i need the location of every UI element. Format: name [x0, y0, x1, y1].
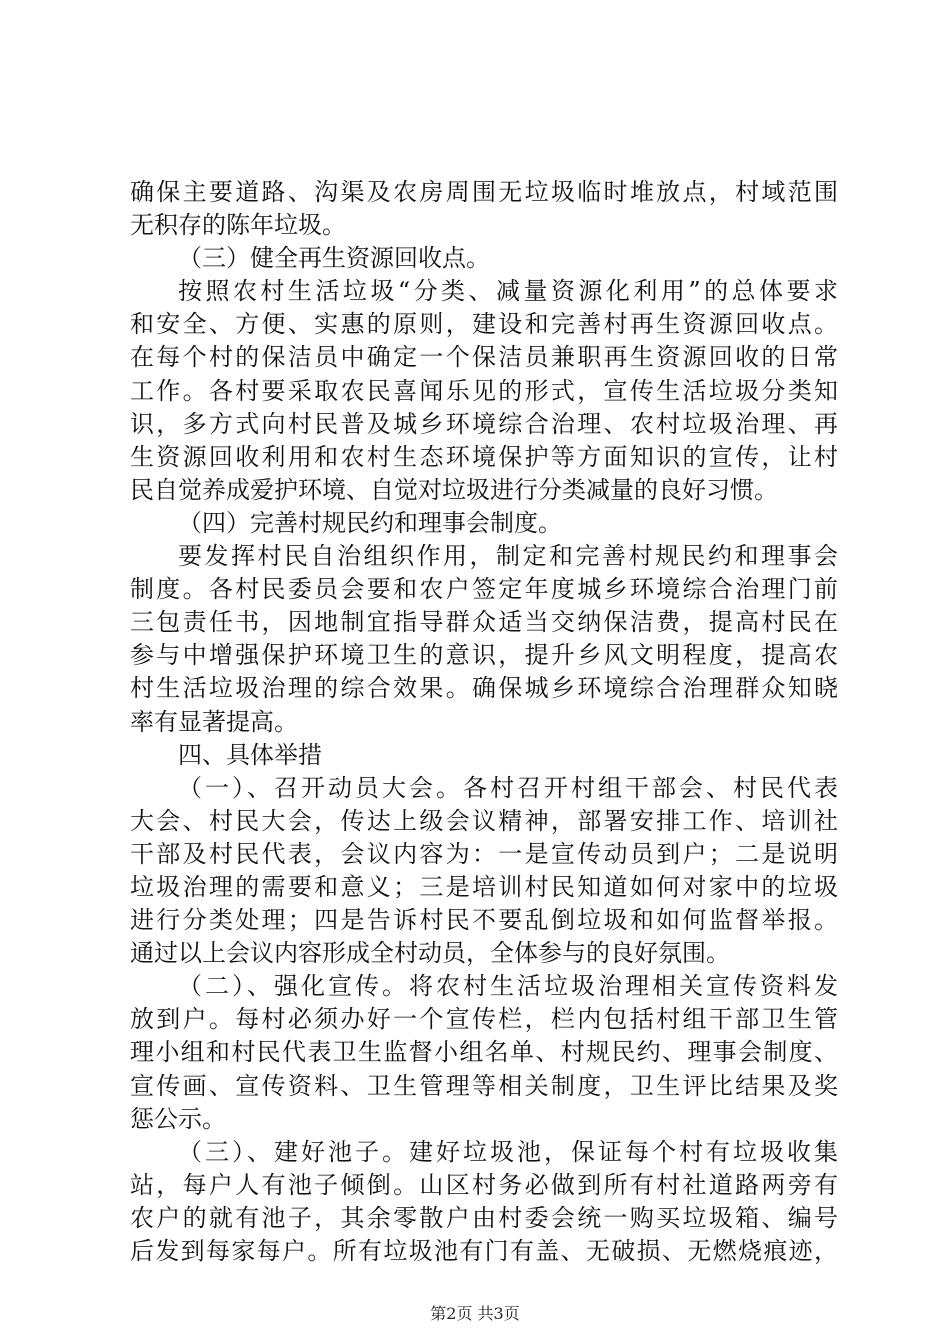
text-line: 通过以上会议内容形成全村动员，全体参与的良好氛围。: [130, 939, 730, 968]
text-line: 村生活垃圾治理的综合效果。确保城乡环境综合治理群众知晓: [130, 674, 838, 703]
text-line: 四、具体举措: [178, 740, 322, 769]
text-line: 率有显著提高。: [130, 707, 298, 736]
page-footer: 第2页 共3页: [430, 1304, 520, 1323]
text-line: 大会、村民大会，传达上级会议精神，部署安排工作、培训社: [130, 806, 838, 835]
text-line: （一）、召开动员大会。各村召开村组干部会、村民代表: [178, 773, 838, 802]
text-line: 工作。各村要采取农民喜闻乐见的形式，宣传生活垃圾分类知: [130, 376, 838, 405]
text-line: 制度。各村民委员会要和农户签定年度城乡环境综合治理门前: [130, 575, 838, 604]
text-line: 垃圾治理的需要和意义；三是培训村民知道如何对家中的垃圾: [130, 872, 838, 901]
text-line: （三）、建好池子。建好垃圾池，保证每个村有垃圾收集: [178, 1137, 838, 1166]
text-line: 和安全、方便、实惠的原则，建设和完善村再生资源回收点。: [130, 310, 838, 339]
text-line: 惩公示。: [130, 1104, 226, 1133]
text-line: 无积存的陈年垃圾。: [130, 211, 346, 240]
text-line: （三）健全再生资源回收点。: [178, 244, 490, 273]
text-line: （四）完善村规民约和理事会制度。: [178, 508, 562, 537]
text-line: 放到户。每村必须办好一个宣传栏，栏内包括村组干部卫生管: [130, 1005, 838, 1034]
text-line: 宣传画、宣传资料、卫生管理等相关制度，卫生评比结果及奖: [130, 1071, 838, 1100]
text-line: 民自觉养成爱护环境、自觉对垃圾进行分类减量的良好习惯。: [130, 475, 778, 504]
text-line: 后发到每家每户。所有垃圾池有门有盖、无破损、无燃烧痕迹，: [130, 1237, 838, 1265]
text-line: 参与中增强保护环境卫生的意识，提升乡风文明程度，提高农: [130, 641, 838, 670]
text-line: 在每个村的保洁员中确定一个保洁员兼职再生资源回收的日常: [130, 343, 838, 372]
document-body: [130, 176, 838, 1268]
text-line: 识，多方式向村民普及城乡环境综合治理、农村垃圾治理、再: [130, 409, 838, 438]
text-line: 理小组和村民代表卫生监督小组名单、村规民约、理事会制度、: [130, 1038, 838, 1067]
text-line: （二）、强化宣传。将农村生活垃圾治理相关宣传资料发: [178, 972, 838, 1001]
text-line: 生资源回收利用和农村生态环境保护等方面知识的宣传，让村: [130, 442, 838, 471]
text-line: 干部及村民代表，会议内容为：一是宣传动员到户；二是说明: [130, 839, 838, 868]
text-line: 要发挥村民自治组织作用，制定和完善村规民约和理事会: [178, 542, 838, 571]
text-line: 三包责任书，因地制宜指导群众适当交纳保洁费，提高村民在: [130, 608, 838, 637]
text-line: 进行分类处理；四是告诉村民不要乱倒垃圾和如何监督举报。: [130, 906, 838, 935]
text-line: 农户的就有池子，其余零散户由村委会统一购买垃圾箱、编号: [130, 1203, 838, 1232]
text-line: 确保主要道路、沟渠及农房周围无垃圾临时堆放点，村域范围: [130, 178, 838, 206]
text-line: 站，每户人有池子倾倒。山区村务必做到所有村社道路两旁有: [130, 1170, 838, 1199]
text-line: 按照农村生活垃圾“分类、减量资源化利用”的总体要求: [178, 277, 838, 306]
